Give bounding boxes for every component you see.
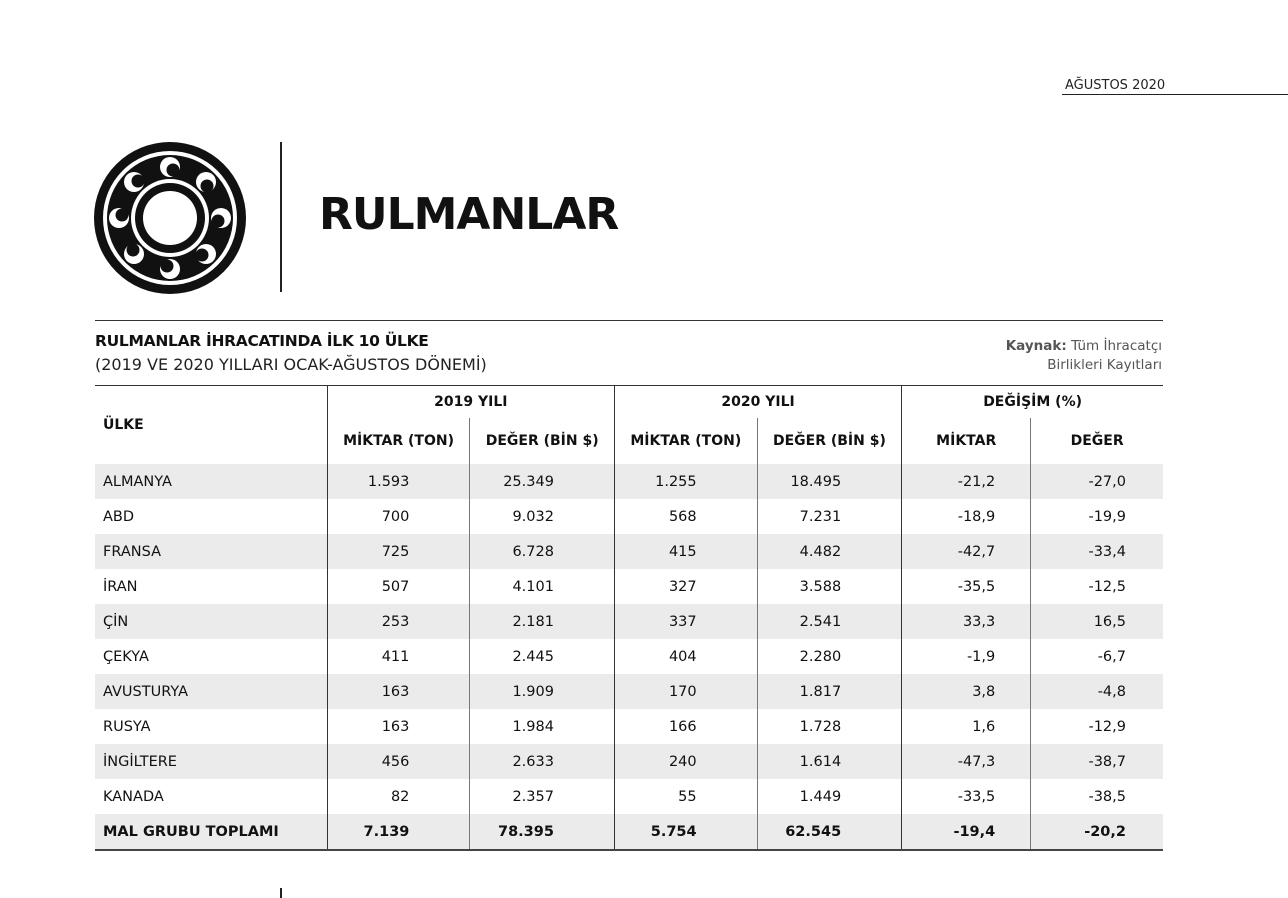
cell-dv: -38,5 xyxy=(1031,779,1163,814)
cell-v2020: 1.614 xyxy=(757,744,902,779)
cell-v2020: 62.545 xyxy=(757,814,902,850)
cell-q2020: 1.255 xyxy=(614,464,757,499)
table-row xyxy=(95,569,1163,604)
header-2019-miktar: MİKTAR (TON) xyxy=(327,418,470,464)
header-2019: 2019 YILI xyxy=(327,386,614,419)
cell-q2020: 5.754 xyxy=(614,814,757,850)
cell-q2019: 82 xyxy=(327,779,470,814)
cell-dq: -33,5 xyxy=(902,779,1031,814)
header-2020-miktar: MİKTAR (TON) xyxy=(614,418,757,464)
cell-country: İRAN xyxy=(103,578,138,595)
cell-q2019: 456 xyxy=(327,744,470,779)
cell-v2020: 4.482 xyxy=(757,534,902,569)
table-row xyxy=(95,464,1163,499)
cell-dv: -12,5 xyxy=(1031,569,1163,604)
header-rule xyxy=(1062,94,1288,95)
cell-dq: -1,9 xyxy=(902,639,1031,674)
cell-dv: -38,7 xyxy=(1031,744,1163,779)
header-2020: 2020 YILI xyxy=(614,386,901,419)
bottom-divider xyxy=(280,888,282,898)
cell-dv: -19,9 xyxy=(1031,499,1163,534)
cell-dq: -42,7 xyxy=(902,534,1031,569)
cell-q2019: 7.139 xyxy=(327,814,470,850)
cell-v2019: 25.349 xyxy=(470,464,615,499)
table-row xyxy=(95,709,1163,744)
cell-q2020: 240 xyxy=(614,744,757,779)
cell-v2020: 1.449 xyxy=(757,779,902,814)
export-table xyxy=(95,385,1163,851)
cell-q2020: 170 xyxy=(614,674,757,709)
source-line2: Birlikleri Kayıtları xyxy=(1047,357,1162,373)
cell-v2020: 1.728 xyxy=(757,709,902,744)
header-change: DEĞİŞİM (%) xyxy=(902,386,1163,419)
cell-country: MAL GRUBU TOPLAMI xyxy=(95,814,327,850)
cell-q2019: 411 xyxy=(327,639,470,674)
cell-dq: -47,3 xyxy=(902,744,1031,779)
cell-q2019: 1.593 xyxy=(327,464,470,499)
cell-dq: 33,3 xyxy=(902,604,1031,639)
cell-dv: -12,9 xyxy=(1031,709,1163,744)
header-change-miktar: MİKTAR xyxy=(902,418,1031,464)
page-title: RULMANLAR xyxy=(319,189,619,240)
cell-q2019: 507 xyxy=(327,569,470,604)
cell-q2020: 404 xyxy=(614,639,757,674)
ball-bearing-icon xyxy=(94,142,246,294)
source-note xyxy=(1006,337,1162,375)
cell-q2020: 166 xyxy=(614,709,757,744)
cell-v2020: 18.495 xyxy=(757,464,902,499)
cell-country: ÇEKYA xyxy=(103,648,149,665)
table-row xyxy=(95,744,1163,779)
header-2019-deger: DEĞER (BİN $) xyxy=(470,418,615,464)
cell-country: AVUSTURYA xyxy=(95,674,327,709)
cell-dq: -21,2 xyxy=(902,464,1031,499)
cell-v2019: 9.032 xyxy=(470,499,615,534)
header-country: ÜLKE xyxy=(95,386,327,465)
source-label: Kaynak: xyxy=(1005,338,1067,354)
cell-dv: -20,2 xyxy=(1031,814,1163,850)
cell-country: KANADA xyxy=(103,788,164,805)
cell-dq: 1,6 xyxy=(902,709,1031,744)
cell-v2019: 4.101 xyxy=(470,569,615,604)
cell-q2020: 568 xyxy=(614,499,757,534)
cell-q2019: 163 xyxy=(327,674,470,709)
header-change-deger: DEĞER xyxy=(1031,418,1163,464)
cell-dq: -19,4 xyxy=(902,814,1031,850)
source-line1: Tüm İhracatçı xyxy=(1071,338,1162,354)
cell-dq: -35,5 xyxy=(902,569,1031,604)
cell-v2019: 2.445 xyxy=(470,639,615,674)
total-row xyxy=(95,814,1163,850)
cell-country: ABD xyxy=(103,508,135,525)
cell-country: İNGİLTERE xyxy=(95,744,327,779)
table-row xyxy=(95,499,1163,534)
cell-q2019: 253 xyxy=(327,604,470,639)
cell-v2019: 2.357 xyxy=(470,779,615,814)
table-title: RULMANLAR İHRACATINDA İLK 10 ÜLKE xyxy=(95,332,429,350)
cell-dv: 16,5 xyxy=(1031,604,1163,639)
table-row xyxy=(95,674,1163,709)
cell-q2020: 327 xyxy=(614,569,757,604)
cell-v2020: 1.817 xyxy=(757,674,902,709)
table-row xyxy=(95,534,1163,569)
header-2020-deger: DEĞER (BİN $) xyxy=(757,418,902,464)
table-row xyxy=(95,779,1163,814)
cell-v2019: 78.395 xyxy=(470,814,615,850)
cell-v2019: 6.728 xyxy=(470,534,615,569)
table-row xyxy=(95,604,1163,639)
cell-q2019: 700 xyxy=(327,499,470,534)
cell-dv: -33,4 xyxy=(1031,534,1163,569)
cell-v2020: 2.541 xyxy=(757,604,902,639)
cell-v2019: 2.181 xyxy=(470,604,615,639)
cell-q2019: 725 xyxy=(327,534,470,569)
cell-v2019: 1.984 xyxy=(470,709,615,744)
cell-dv: -27,0 xyxy=(1031,464,1163,499)
cell-v2019: 1.909 xyxy=(470,674,615,709)
table-subtitle: (2019 VE 2020 YILLARI OCAK-AĞUSTOS DÖNEMİ) xyxy=(95,355,487,374)
cell-country: ALMANYA xyxy=(95,464,327,499)
cell-country: RUSYA xyxy=(103,718,151,735)
cell-q2020: 55 xyxy=(614,779,757,814)
cell-country: FRANSA xyxy=(95,534,327,569)
cell-v2020: 3.588 xyxy=(757,569,902,604)
cell-v2020: 7.231 xyxy=(757,499,902,534)
cell-v2019: 2.633 xyxy=(470,744,615,779)
cell-q2019: 163 xyxy=(327,709,470,744)
cell-dv: -4,8 xyxy=(1031,674,1163,709)
table-row xyxy=(95,639,1163,674)
cell-v2020: 2.280 xyxy=(757,639,902,674)
cell-dq: 3,8 xyxy=(902,674,1031,709)
title-divider xyxy=(280,142,282,292)
cell-q2020: 337 xyxy=(614,604,757,639)
cell-dq: -18,9 xyxy=(902,499,1031,534)
issue-date: AĞUSTOS 2020 xyxy=(1065,78,1166,93)
cell-country: ÇİN xyxy=(95,604,327,639)
cell-q2020: 415 xyxy=(614,534,757,569)
cell-dv: -6,7 xyxy=(1031,639,1163,674)
section-rule xyxy=(95,320,1163,321)
